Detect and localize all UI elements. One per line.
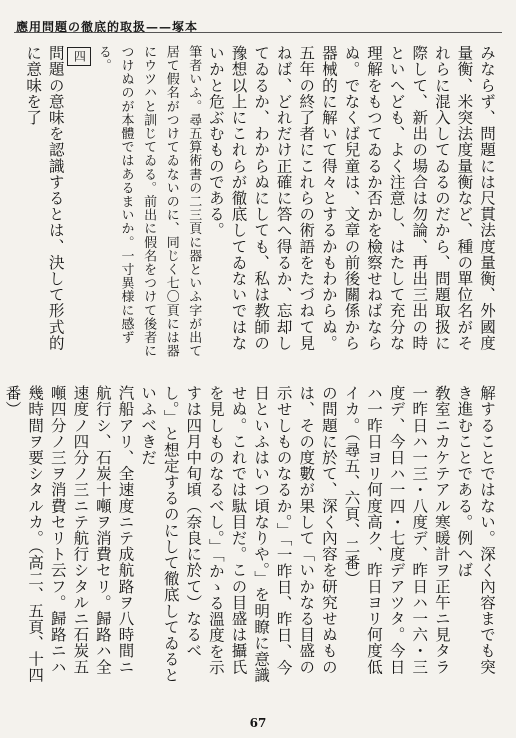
page-number: 67	[249, 716, 267, 730]
section-intro: 問題の意味を認識するとは、決して形式的に意味を了	[24, 45, 65, 351]
paragraph-conclusion	[0, 385, 1, 690]
paragraph-understanding: 解することではない。深く內容までも突き進むことである。例へば	[455, 385, 496, 675]
section-heading	[67, 45, 92, 363]
running-header: 應用問題の徹底的取扱——塚本	[16, 20, 199, 34]
lower-text-block	[3, 385, 498, 690]
paragraph-analysis: の問題に於て、深く內容を研究せぬものは、その度數が果して「いかなる目盛の示せしものなるか。」「一昨日、昨日、今日といふはいつ頃なりや。」を明瞭に意識せぬ。これでは駄目だ。この目盛は攝氏を見しものなるべし。」「かゝる溫度を示すは四月中旬頃（奈良に於て）なるべし。」と想定するのにして徹底してゐるといふべきだ	[139, 385, 338, 684]
example-thermometer-problem: 敎室ニカケテアル寒暖計ヲ正午ニ見タラ一昨日ハ一三・八度デ、昨日ハ一六・三度デ、今日ハ一四・七度デアツタ。今日ハ一昨日ヨリ何度高ク、昨日ヨリ何度低イカ。（尋五、六頁、二番）	[342, 385, 451, 675]
author-note: 筆者いふ。尋五算術書の二三頁に器といふ字が出て居て假名がつけてゐないのに、同じく七〇頁には器にウツハと訓じてゐる。前出に假名をつけて後者につけぬのが本體ではあるまいか。一寸異様に感ずる。	[95, 45, 202, 358]
section-number-box: 四	[67, 47, 92, 66]
upper-text-block	[24, 45, 498, 363]
paragraph-fifth-grade: 五年の終了者にこれらの術語をたづねて見ねば、どれだけ正確に答へ得るか、忘却してゐるか、わからぬにしても、私は教師の豫想以上にこれらが徹底してゐないではないかと危ぶむものである。	[206, 45, 316, 351]
paragraph-units: みならず、問題には尺貫法度量衡、外國度量衡、米突法度量衡など、種の單位名がそれらに混入してゐるのだから、問題取扱に際して、新出の場合は勿論、再出三出の時といへども、よく注意し、はたして充分な理解をもつてゐるか否かを檢察せねばならぬ。でなくば兒童は、文章の前後關係から器械的に解いて得々とするかもわからぬ。	[319, 45, 496, 351]
example-steamship-problem: 汽船アリ、全速度ニテ成航路ヲ八時間ニ航行シ、石炭十噸ヲ消費セリ。歸路ハ全速度ノ四分ノ三ニテ航行シタルニ石炭五噸四分ノ三ヲ消費セリト云フ。歸路ニハ幾時間ヲ要シタルカ。（高二、五頁、十四番）	[3, 385, 135, 684]
header-rule	[14, 32, 502, 33]
